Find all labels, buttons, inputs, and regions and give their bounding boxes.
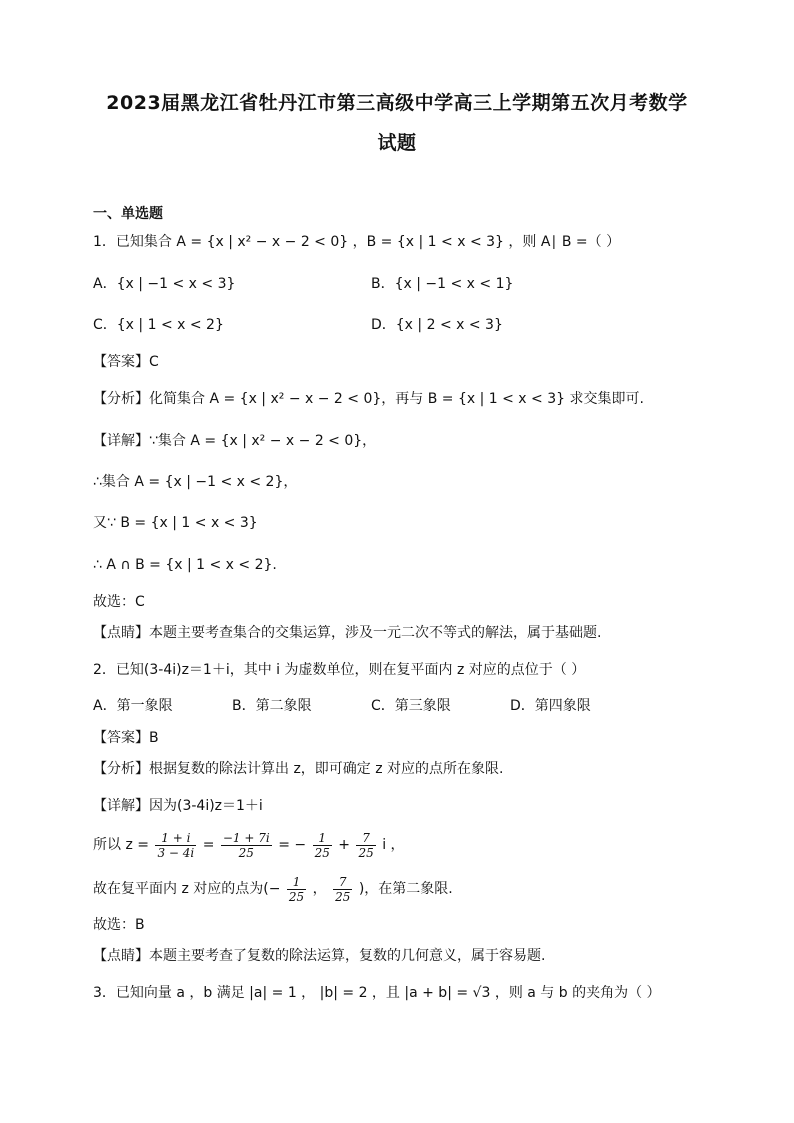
- q2-detail-3-prefix: 故在复平面内 z 对应的点为(−: [93, 881, 281, 897]
- q1-detail-3: 又∵ B = {x | 1 < x < 3}: [93, 515, 258, 531]
- q2-stem: 2．已知(3-4i)z＝1＋i，其中 i 为虚数单位，则在复平面内 z 对应的点位于（ ）: [93, 662, 586, 678]
- q2-detail-1: 【详解】因为(3-4i)z＝1＋i: [93, 798, 263, 814]
- q2-option-c: C．第三象限: [371, 698, 451, 714]
- fraction-d: [356, 831, 375, 860]
- q2-detail-2: [93, 828, 405, 862]
- section-heading: 一、单选题: [93, 206, 163, 222]
- q2-detail-2-prefix: 所以 z =: [93, 837, 149, 853]
- q2-analysis: 【分析】根据复数的除法计算出 z，即可确定 z 对应的点所在象限.: [93, 761, 504, 777]
- q1-detail-4: ∴ A ∩ B = {x | 1 < x < 2}.: [93, 557, 277, 573]
- q1-detail-2: ∴集合 A = {x | −1 < x < 2}，: [93, 474, 298, 490]
- q1-option-b: B．{x | −1 < x < 1}: [371, 276, 514, 292]
- q2-eq1: =: [202, 837, 215, 853]
- q2-plus: +: [338, 837, 351, 853]
- doc-title-line2: 试题: [377, 132, 417, 154]
- fraction-c-den: 25: [314, 845, 330, 860]
- fraction-e-den: 25: [288, 889, 305, 904]
- fraction-a-num: 1 + i: [155, 831, 196, 846]
- q2-option-a: A．第一象限: [93, 698, 173, 714]
- fraction-c-num: 1: [313, 831, 332, 846]
- q2-comma: ，: [312, 881, 327, 897]
- fraction-e: [287, 875, 306, 904]
- q1-option-a: A．{x | −1 < x < 3}: [93, 276, 236, 292]
- q3-stem: 3．已知向量 a ，b 满足 |a| = 1 ， |b| = 2 ，且 |a + b| = √3 ，则 a 与 b 的夹角为（ ）: [93, 985, 661, 1001]
- fraction-b: [221, 831, 272, 860]
- q1-answer: 【答案】C: [93, 354, 159, 370]
- q2-detail-3: [93, 872, 453, 906]
- q1-option-c: C．{x | 1 < x < 2}: [93, 317, 224, 333]
- q2-choose: 故选：B: [93, 917, 145, 933]
- fraction-f-den: 25: [335, 889, 351, 904]
- fraction-f: [333, 875, 352, 904]
- fraction-f-num: 7: [333, 875, 352, 890]
- q1-comment: 【点睛】本题主要考查集合的交集运算，涉及一元二次不等式的解法，属于基础题.: [93, 625, 602, 641]
- fraction-a-den: 3 − 4i: [157, 845, 195, 860]
- fraction-e-num: 1: [287, 875, 306, 890]
- q2-detail-2-suffix: i ，: [382, 837, 405, 853]
- q1-stem: 1．已知集合 A = {x | x² − x − 2 < 0} ，B = {x | 1 < x < 3} ，则 A∣ B =（ ）: [93, 234, 621, 250]
- q1-choose: 故选：C: [93, 594, 145, 610]
- q2-eq2: = −: [278, 837, 307, 853]
- q2-option-b: B．第二象限: [232, 698, 312, 714]
- fraction-b-num: −1 + 7i: [222, 830, 270, 845]
- q1-detail-1: 【详解】∵集合 A = {x | x² − x − 2 < 0}，: [93, 433, 377, 449]
- fraction-a: [155, 831, 196, 860]
- fraction-c: [313, 831, 332, 860]
- doc-title-line1: 2023届黑龙江省牡丹江市第三高级中学高三上学期第五次月考数学: [106, 92, 688, 114]
- q2-option-d: D．第四象限: [510, 698, 591, 714]
- fraction-b-den: 25: [238, 845, 254, 860]
- fraction-d-num: 7: [356, 831, 375, 846]
- q2-comment: 【点睛】本题主要考查了复数的除法运算，复数的几何意义，属于容易题.: [93, 948, 546, 964]
- fraction-d-den: 25: [358, 845, 374, 860]
- q1-analysis: 【分析】化简集合 A = {x | x² − x − 2 < 0}，再与 B = {x | 1 < x < 3} 求交集即可.: [93, 391, 644, 407]
- q2-detail-3-suffix: )，在第二象限.: [358, 881, 453, 897]
- q1-option-d: D．{x | 2 < x < 3}: [371, 317, 503, 333]
- q2-answer: 【答案】B: [93, 730, 159, 746]
